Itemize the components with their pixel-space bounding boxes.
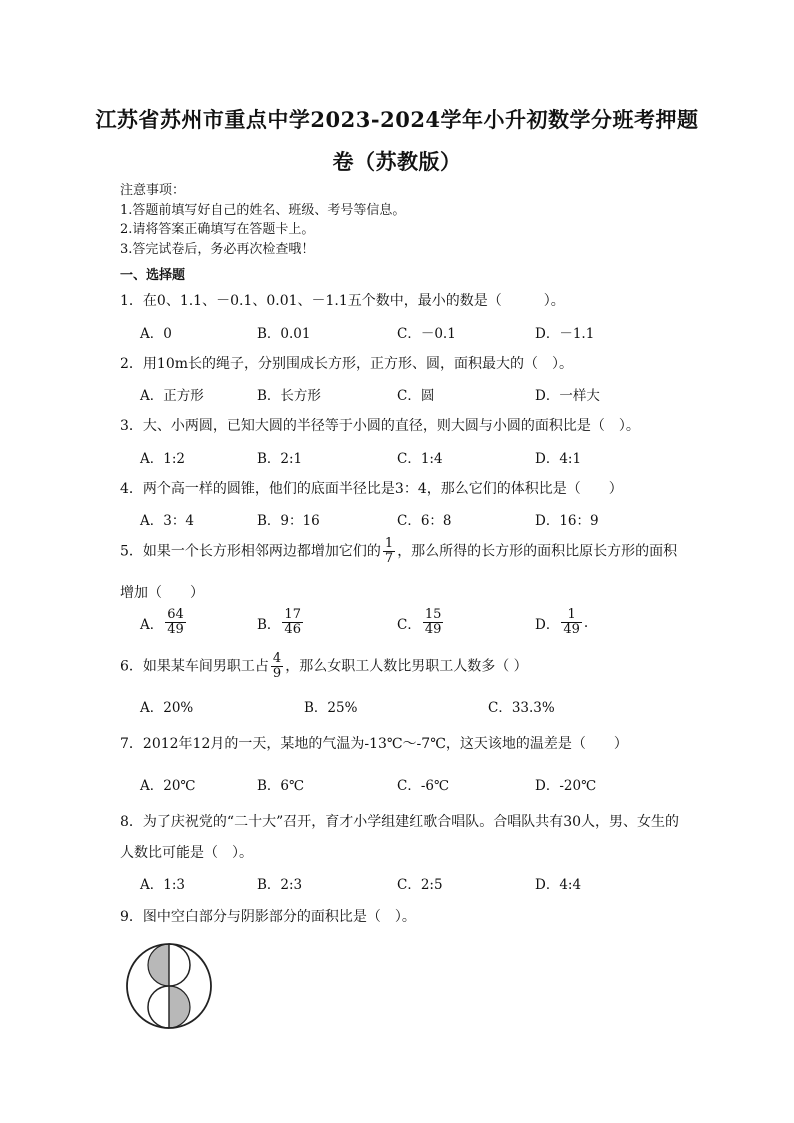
notes-block <box>120 181 405 259</box>
notes-item-3: 3.答完试卷后，务必再次检查哦！ <box>120 241 315 257</box>
yin-yang-circle-icon <box>124 940 214 1030</box>
q1-option-c: C．－0.1 <box>397 326 456 342</box>
notes-heading: 注意事项： <box>120 183 186 198</box>
q5-option-b-fraction <box>282 608 303 637</box>
q6-stem-fraction <box>271 652 283 681</box>
q5-option-a-fraction <box>165 608 186 637</box>
q5-stem-part-a: 5．如果一个长方形相邻两边都增加它们的 <box>120 543 381 560</box>
q8-option-c: C．2:5 <box>397 877 443 893</box>
question-6-stem <box>120 652 528 681</box>
q4-option-c: C．6：8 <box>397 513 452 529</box>
fraction-denominator: 9 <box>272 666 282 681</box>
q5-stem-fraction <box>383 537 395 566</box>
fraction-denominator: 46 <box>284 622 301 637</box>
page-title-line-2: 卷（苏教版） <box>332 149 462 174</box>
q8-option-b: B．2:3 <box>257 877 303 893</box>
q2-option-d: D．一样大 <box>535 388 600 404</box>
q6-option-a: A．20% <box>140 700 194 716</box>
q4-option-b: B．9：16 <box>257 513 320 529</box>
q6-stem-part-a: 6．如果某车间男职工占 <box>120 658 269 675</box>
question-8-stem: 8．为了庆祝党的“二十大”召开，育才小学组建红歌合唱队。合唱队共有30人，男、女生的 <box>120 814 680 830</box>
q7-option-b: B．6℃ <box>257 778 305 794</box>
question-3-stem: 3．大、小两圆，已知大圆的半径等于小圆的直径，则大圆与小圆的面积比是（ ）。 <box>120 418 640 434</box>
q7-option-c: C．-6℃ <box>397 778 450 794</box>
q7-option-d: D．-20℃ <box>535 778 597 794</box>
shaded-upper-half-circle <box>148 944 169 986</box>
notes-item-2: 2.请将答案正确填写在答题卡上。 <box>120 222 315 237</box>
q8-option-a: A．1:3 <box>140 877 185 893</box>
question-1-stem: 1．在0、1.1、－0.1、0.01、－1.1五个数中，最小的数是（ ）。 <box>120 293 565 309</box>
q5-option-b <box>257 608 305 637</box>
q2-option-b: B．长方形 <box>257 388 321 404</box>
q6-option-b: B．25% <box>304 700 358 716</box>
fraction-numerator: 1 <box>384 536 394 551</box>
question-2-stem: 2．用10m长的绳子，分别围成长方形，正方形、圆，面积最大的（ ）。 <box>120 356 573 372</box>
q3-option-d: D．4:1 <box>535 451 582 467</box>
question-5-stem <box>120 537 677 566</box>
fraction-denominator: 49 <box>424 622 442 637</box>
question-8-stem-continued: 人数比可能是（ ）。 <box>120 845 253 861</box>
q7-option-a: A．20℃ <box>140 778 196 794</box>
q5-option-a-label: A． <box>140 616 164 633</box>
fraction-numerator: 17 <box>284 607 301 622</box>
q4-option-a: A．3：4 <box>140 513 194 529</box>
q1-option-a: A．0 <box>140 326 172 342</box>
q5-stem-part-b: ，那么所得的长方形的面积比原长方形的面积 <box>397 543 678 560</box>
q5-option-d <box>535 608 588 637</box>
question-7-stem: 7．2012年12月的一天，某地的气温为-13℃～-7℃，这天该地的温差是（ ） <box>120 736 628 752</box>
fraction-numerator: 15 <box>424 607 442 622</box>
page-title-line-1: 江苏省苏州市重点中学2023-2024学年小升初数学分班考押题 <box>95 107 699 132</box>
notes-item-1: 1.答题前填写好自己的姓名、班级、考号等信息。 <box>120 202 406 218</box>
q5-option-c-fraction <box>423 608 444 637</box>
q6-stem-part-b: ，那么女职工人数比男职工人数多（ ） <box>285 658 528 675</box>
fraction-denominator: 7 <box>384 551 394 566</box>
q1-option-b: B．0.01 <box>257 326 311 342</box>
q5-option-d-fraction <box>561 608 582 637</box>
q2-option-c: C．圆 <box>397 388 435 404</box>
fraction-denominator: 49 <box>563 622 580 637</box>
q2-option-a: A．正方形 <box>140 388 204 404</box>
q3-option-a: A．1:2 <box>140 451 185 467</box>
q5-option-d-label: D． <box>535 616 560 633</box>
fraction-denominator: 49 <box>167 622 184 637</box>
q6-option-c: C．33.3% <box>488 700 555 716</box>
question-9-stem: 9．图中空白部分与阴影部分的面积比是（ ）。 <box>120 909 416 925</box>
fraction-numerator: 64 <box>167 607 184 622</box>
q5-option-c-label: C． <box>397 616 421 633</box>
fraction-numerator: 1 <box>567 607 576 622</box>
q3-option-b: B．2:1 <box>257 451 303 467</box>
shaded-lower-half-circle <box>169 986 190 1028</box>
section-heading: 一、选择题 <box>120 268 186 283</box>
q8-option-d: D．4:4 <box>535 877 582 893</box>
q4-option-d: D．16：9 <box>535 513 599 529</box>
question-5-stem-continued: 增加（ ） <box>120 585 204 601</box>
q1-option-d: D．－1.1 <box>535 326 595 342</box>
q5-option-c <box>397 608 445 637</box>
q5-option-d-suffix: . <box>583 614 589 631</box>
q5-option-a <box>140 608 188 637</box>
q5-option-b-label: B． <box>257 616 281 633</box>
q3-option-c: C．1:4 <box>397 451 443 467</box>
fraction-numerator: 4 <box>272 651 282 666</box>
question-4-stem: 4．两个高一样的圆锥，他们的底面半径比是3：4，那么它们的体积比是（ ） <box>120 481 623 497</box>
